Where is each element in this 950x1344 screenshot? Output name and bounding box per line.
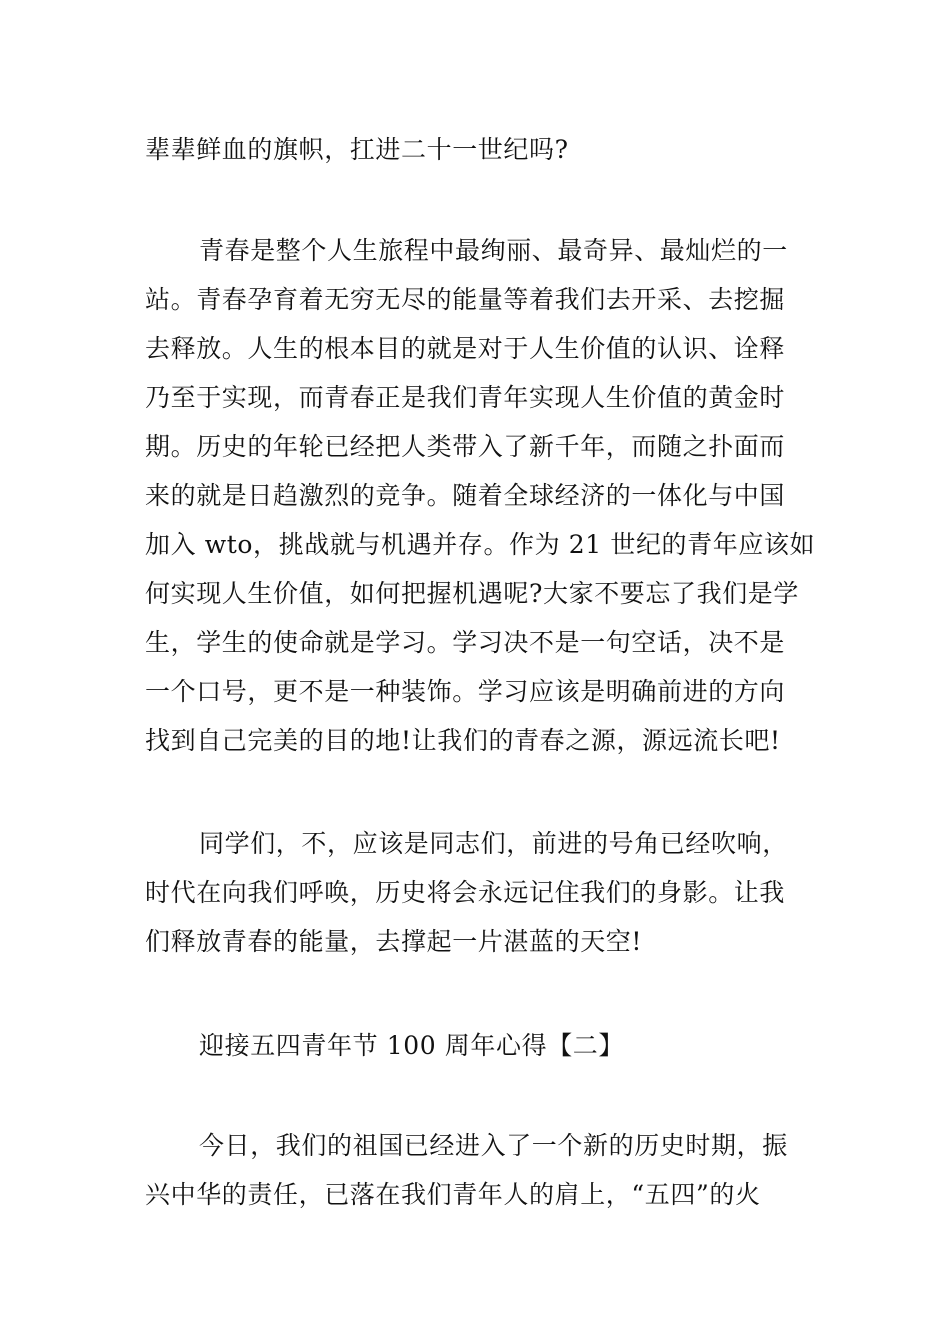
paragraph-comrades bbox=[145, 819, 810, 966]
text-line: 时代在向我们呼唤，历史将会永远记住我们的身影。让我 bbox=[145, 878, 786, 907]
text-line: 去释放。人生的根本目的就是对于人生价值的认识、诠释 bbox=[145, 334, 786, 363]
text-line: 青春是整个人生旅程中最绚丽、最奇异、最灿烂的一 bbox=[199, 236, 788, 265]
text-line: 站。青春孕育着无穷无尽的能量等着我们去开采、去挖掘 bbox=[145, 285, 786, 314]
text-line: 一个口号，更不是一种装饰。学习应该是明确前进的方向 bbox=[145, 677, 786, 706]
text-line: 找到自己完美的目的地!让我们的青春之源，源远流长吧! bbox=[145, 726, 781, 755]
section-heading bbox=[145, 1021, 810, 1070]
text-line: 今日，我们的祖国已经进入了一个新的历史时期，振 bbox=[199, 1131, 788, 1160]
paragraph-continuation bbox=[145, 125, 810, 174]
text-line: 乃至于实现，而青春正是我们青年实现人生价值的黄金时 bbox=[145, 383, 786, 412]
text-line: 辈辈鲜血的旗帜，扛进二十一世纪吗? bbox=[145, 135, 569, 164]
heading-text: 迎接五四青年节 100 周年心得【二】 bbox=[199, 1031, 625, 1060]
text-line: 来的就是日趋激烈的竞争。随着全球经济的一体化与中国 bbox=[145, 481, 786, 510]
text-line: 们释放青春的能量，去撑起一片湛蓝的天空! bbox=[145, 927, 643, 956]
text-line: 加入 wto，挑战就与机遇并存。作为 21 世纪的青年应该如 bbox=[145, 530, 816, 559]
paragraph-youth bbox=[145, 226, 816, 765]
text-line: 何实现人生价值，如何把握机遇呢?大家不要忘了我们是学 bbox=[145, 579, 800, 608]
text-line: 同学们，不，应该是同志们，前进的号角已经吹响， bbox=[199, 829, 788, 858]
text-line: 兴中华的责任，已落在我们青年人的肩上，“五四”的火 bbox=[145, 1180, 761, 1209]
paragraph-today bbox=[145, 1121, 810, 1219]
text-line: 生，学生的使命就是学习。学习决不是一句空话，决不是 bbox=[145, 628, 786, 657]
text-line: 期。历史的年轮已经把人类带入了新千年，而随之扑面而 bbox=[145, 432, 786, 461]
